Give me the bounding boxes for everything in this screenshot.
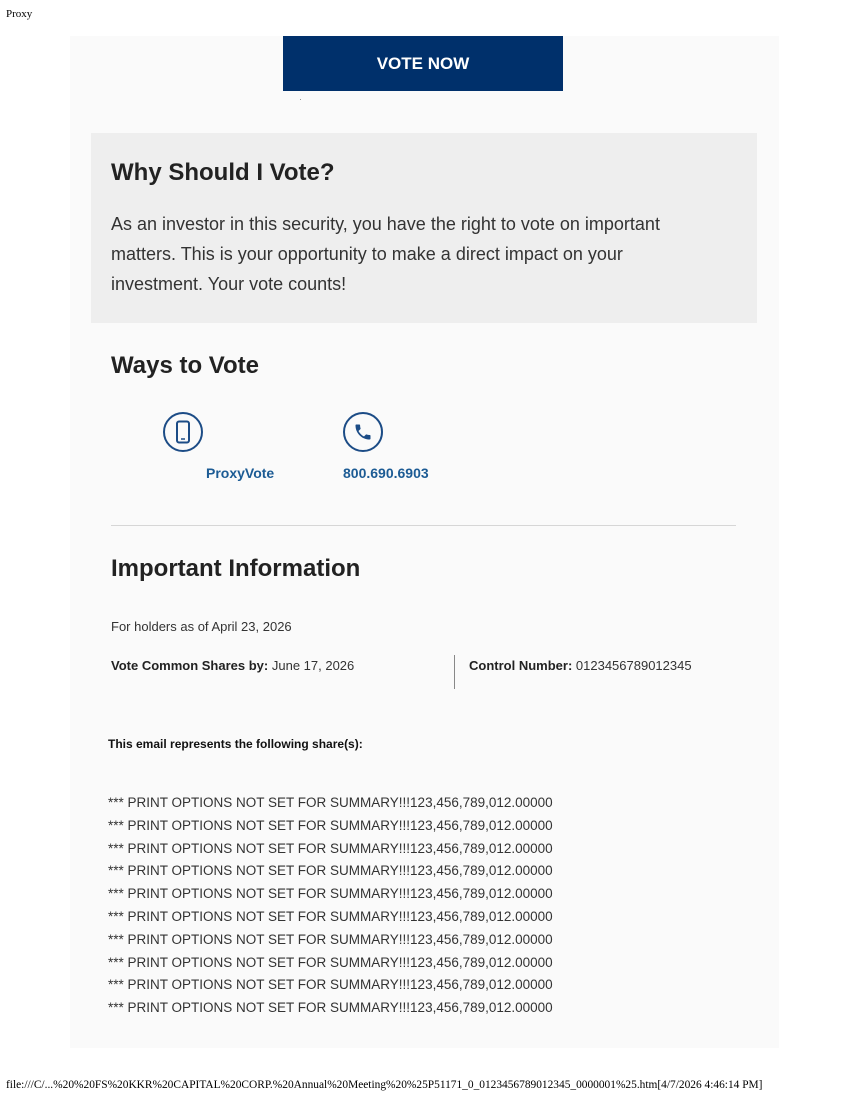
decorative-dot [300, 99, 301, 100]
column-divider [454, 655, 455, 689]
email-card [70, 36, 779, 1048]
section-divider [111, 525, 736, 526]
why-vote-title: Why Should I Vote? [111, 159, 335, 186]
share-line: *** PRINT OPTIONS NOT SET FOR SUMMARY!!!123,456,789,012.00000 [108, 817, 553, 833]
share-line: *** PRINT OPTIONS NOT SET FOR SUMMARY!!!123,456,789,012.00000 [108, 931, 553, 947]
share-line: *** PRINT OPTIONS NOT SET FOR SUMMARY!!!123,456,789,012.00000 [108, 1000, 553, 1016]
why-vote-section [91, 133, 757, 323]
control-number-label: Control Number: [469, 658, 573, 673]
why-vote-body: As an investor in this security, you have the right to vote on important matters. This is your opportunity to make a direct impact on your investment. Your vote counts! [111, 214, 660, 294]
share-line: *** PRINT OPTIONS NOT SET FOR SUMMARY!!!123,456,789,012.00000 [108, 863, 553, 879]
share-line: *** PRINT OPTIONS NOT SET FOR SUMMARY!!!123,456,789,012.00000 [108, 908, 553, 924]
share-line: *** PRINT OPTIONS NOT SET FOR SUMMARY!!!123,456,789,012.00000 [108, 840, 553, 856]
telephone-icon[interactable] [343, 412, 383, 452]
control-number [469, 658, 692, 673]
holders-date: For holders as of April 23, 2026 [111, 619, 292, 634]
share-line: *** PRINT OPTIONS NOT SET FOR SUMMARY!!!123,456,789,012.00000 [108, 977, 553, 993]
important-information-title: Important Information [111, 555, 361, 582]
share-line: *** PRINT OPTIONS NOT SET FOR SUMMARY!!!123,456,789,012.00000 [108, 954, 553, 970]
vote-deadline-value: June 17, 2026 [271, 658, 355, 673]
shares-list [108, 792, 553, 1020]
page-label: Proxy [6, 8, 33, 20]
file-path-footer: file:///C/...%20%20FS%20KKR%20CAPITAL%20CORP.%20Annual%20Meeting%20%25P51171_0_0123456789012345_0000001%25.htm[4/7/2026 4:46:14 PM] [6, 1079, 763, 1091]
share-line: *** PRINT OPTIONS NOT SET FOR SUMMARY!!!123,456,789,012.00000 [108, 886, 553, 902]
control-number-value: 0123456789012345 [575, 658, 692, 673]
vote-now-button[interactable]: VOTE NOW [283, 36, 563, 91]
vote-deadline [111, 658, 354, 673]
vote-deadline-label: Vote Common Shares by: [111, 658, 269, 673]
ways-to-vote-title: Ways to Vote [111, 352, 260, 379]
phone-number-link[interactable]: 800.690.6903 [343, 465, 429, 481]
shares-heading: This email represents the following share(s): [108, 737, 363, 751]
mobile-phone-icon[interactable] [163, 412, 203, 452]
share-line: *** PRINT OPTIONS NOT SET FOR SUMMARY!!!123,456,789,012.00000 [108, 795, 553, 810]
proxyvote-link[interactable]: ProxyVote [206, 465, 275, 481]
